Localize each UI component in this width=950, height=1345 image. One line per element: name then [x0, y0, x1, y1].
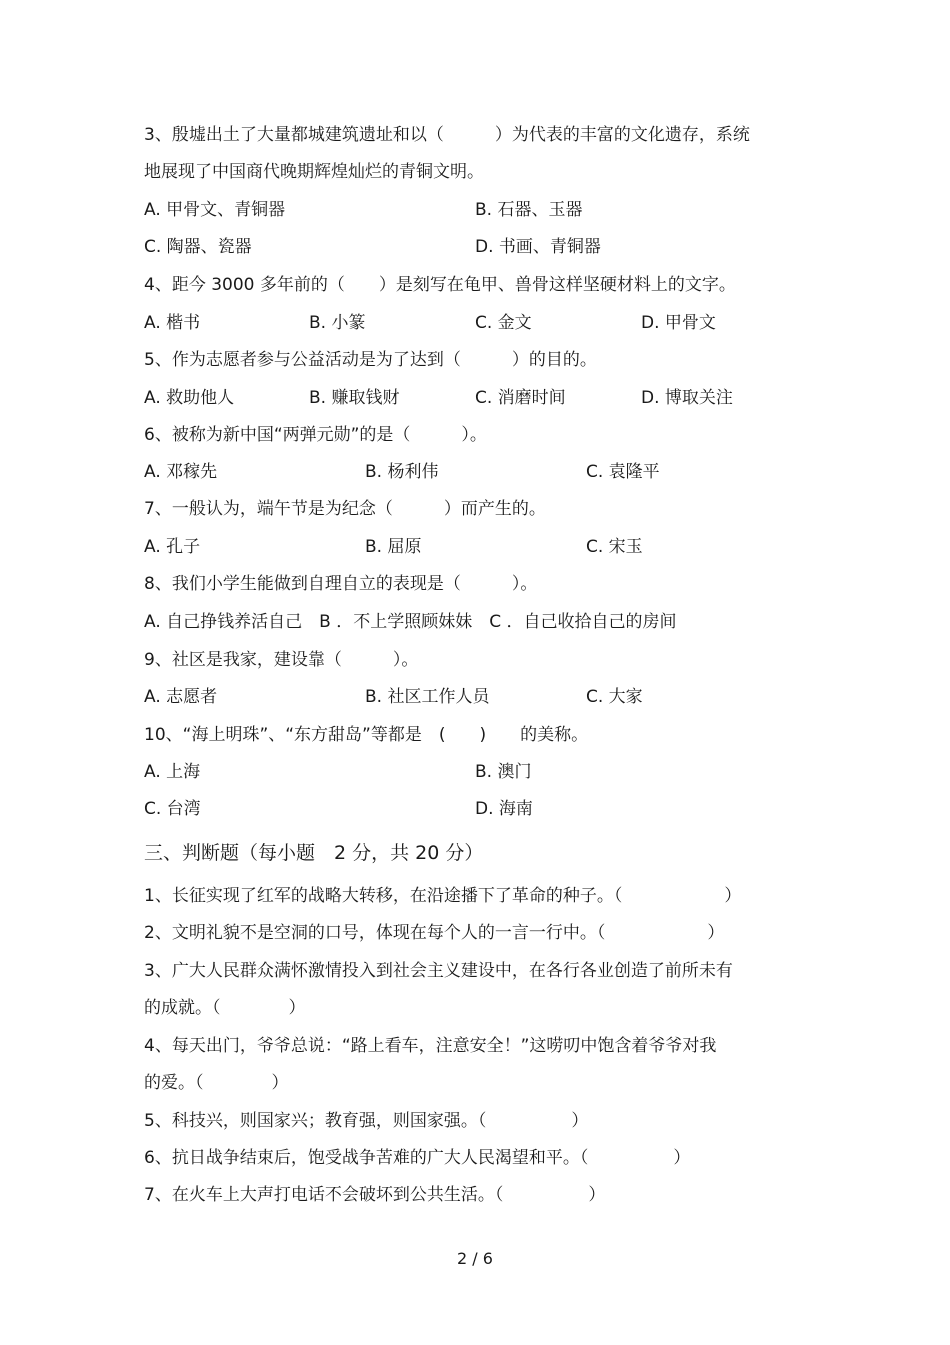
question-4-option-c: C. 金文	[475, 313, 532, 333]
question-3-option-b: B. 石器、玉器	[475, 200, 583, 220]
judgment-item-3-line-2: 的成就。（ ）	[144, 998, 306, 1018]
question-10-option-c: C. 台湾	[144, 799, 201, 819]
question-5-option-c: C. 消磨时间	[475, 388, 566, 408]
judgment-item-4-line-1: 4、每天出门，爷爷总说：“路上看车，注意安全！”这唠叨中饱含着爷爷对我	[144, 1036, 717, 1056]
question-9-option-a: A. 志愿者	[144, 687, 218, 707]
question-5-line-1: 5、作为志愿者参与公益活动是为了达到（ ）的目的。	[144, 350, 597, 370]
question-8-options: A. 自己挣钱养活自己 B ．不上学照顾妹妹 C ．自己收拾自己的房间	[144, 612, 677, 632]
question-7-option-a: A. 孔子	[144, 537, 201, 557]
question-5-option-d: D. 博取关注	[641, 388, 733, 408]
question-6-option-c: C. 袁隆平	[586, 462, 660, 482]
question-3-option-d: D. 书画、青铜器	[475, 237, 601, 257]
judgment-item-7: 7、在火车上大声打电话不会破坏到公共生活。（ ）	[144, 1185, 606, 1205]
question-4-line-1: 4、距今 3000 多年前的（ ）是刻写在龟甲、兽骨这样坚硬材料上的文字。	[144, 275, 736, 295]
page-number: 2 / 6	[457, 1249, 493, 1268]
question-10-option-b: B. 澳门	[475, 762, 532, 782]
question-4-option-d: D. 甲骨文	[641, 313, 716, 333]
question-10-option-d: D. 海南	[475, 799, 533, 819]
question-9-option-c: C. 大家	[586, 687, 643, 707]
judgment-item-4-line-2: 的爱。（ ）	[144, 1073, 289, 1093]
question-6-line-1: 6、被称为新中国“两弹元勋”的是（ ）。	[144, 425, 487, 445]
question-6-option-b: B. 杨利伟	[365, 462, 439, 482]
question-8-line-1: 8、我们小学生能做到自理自立的表现是（ ）。	[144, 574, 538, 594]
question-6-option-a: A. 邓稼先	[144, 462, 218, 482]
judgment-item-3-line-1: 3、广大人民群众满怀激情投入到社会主义建设中，在各行各业创造了前所未有	[144, 961, 733, 981]
question-7-option-c: C. 宋玉	[586, 537, 643, 557]
question-9-line-1: 9、社区是我家，建设靠（ ）。	[144, 650, 419, 670]
question-10-option-a: A. 上海	[144, 762, 201, 782]
section-3-title: 三、判断题（每小题 2 分，共 20 分）	[144, 842, 484, 864]
question-10-line-1: 10、“海上明珠”、“东方甜岛”等都是 ( ) 的美称。	[144, 725, 589, 745]
question-7-line-1: 7、一般认为，端午节是为纪念（ ）而产生的。	[144, 499, 546, 519]
question-5-option-a: A. 救助他人	[144, 388, 235, 408]
question-7-option-b: B. 屈原	[365, 537, 422, 557]
judgment-item-5: 5、科技兴，则国家兴；教育强，则国家强。（ ）	[144, 1111, 589, 1131]
question-3-option-a: A. 甲骨文、青铜器	[144, 200, 286, 220]
question-3-line-2: 地展现了中国商代晚期辉煌灿烂的青铜文明。	[144, 162, 484, 182]
question-4-option-a: A. 楷书	[144, 313, 201, 333]
judgment-item-1: 1、长征实现了红军的战略大转移，在沿途播下了革命的种子。（ ）	[144, 886, 742, 906]
judgment-item-6: 6、抗日战争结束后，饱受战争苦难的广大人民渴望和平。（ ）	[144, 1148, 691, 1168]
question-9-option-b: B. 社区工作人员	[365, 687, 490, 707]
question-3-option-c: C. 陶器、瓷器	[144, 237, 252, 257]
question-5-option-b: B. 赚取钱财	[309, 388, 400, 408]
judgment-item-2: 2、文明礼貌不是空洞的口号，体现在每个人的一言一行中。（ ）	[144, 923, 725, 943]
question-3-line-1: 3、殷墟出土了大量都城建筑遗址和以（ ）为代表的丰富的文化遗存，系统	[144, 125, 750, 145]
question-4-option-b: B. 小篆	[309, 313, 366, 333]
